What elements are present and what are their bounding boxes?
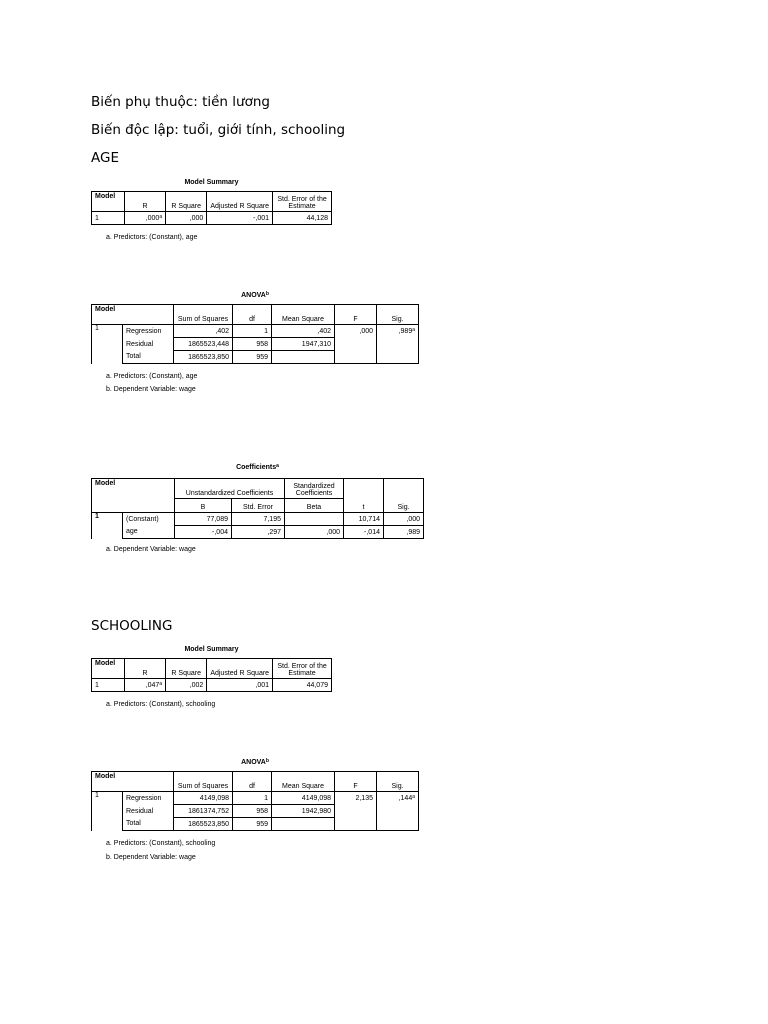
cell-sum-of-squares: ,402 [174,325,233,338]
age-model-summary-table [91,191,332,225]
cell-r-square: ,000 [166,212,207,225]
cell-b: -,004 [175,526,232,539]
header-sum-of-squares: Sum of Squares [174,305,233,325]
cell-r: ,047$^a$ [125,679,166,692]
schooling-model-summary-caption: Model Summary [184,646,239,653]
schooling-model-summary-footnote: a. Predictors: (Constant), schooling [106,701,216,708]
schooling-anova-caption: ANOVA$^b$ [241,758,269,766]
cell-model: 1 [92,325,123,364]
header-r-square: R Square [166,659,207,679]
cell-mean-square-empty [272,351,335,364]
header-df: df [233,772,272,792]
cell-model: 1 [92,792,123,831]
cell-t: 10,714 [344,513,384,526]
cell-label: Regression [123,325,174,338]
header-r: R [125,659,166,679]
cell-df: 958 [233,805,272,818]
age-coefficients-caption: Coefficients$^a$ [236,463,279,471]
header-r: R [125,192,166,212]
header-sum-of-squares: Sum of Squares [174,772,233,792]
cell-df: 1 [233,325,272,338]
cell-adjusted-r-square: ,001 [207,679,273,692]
cell-df: 1 [233,792,272,805]
cell-model: 1 [92,212,125,225]
cell-mean-square: 1942,980 [272,805,335,818]
table-row [92,792,419,805]
age-model-summary-footnote: a. Predictors: (Constant), age [106,234,198,241]
cell-label: Total [123,818,174,831]
table-row [92,212,332,225]
table-row [92,526,424,539]
header-sig: Sig. [377,772,419,792]
cell-sig: ,989$^a$ [377,325,419,338]
header-beta: Beta [285,499,344,513]
cell-beta [285,513,344,526]
header-mean-square: Mean Square [272,305,335,325]
cell-std-error: 7,195 [232,513,285,526]
age-coefficients-table [91,478,424,539]
schooling-section-heading: SCHOOLING [91,618,173,634]
dependent-variable-heading: Biến phụ thuộc: tiền lương [91,94,270,110]
cell-r: ,000$^a$ [125,212,166,225]
schooling-model-summary-table [91,658,332,692]
cell-f-empty [335,805,377,831]
cell-std-error: ,297 [232,526,285,539]
header-r-square: R Square [166,192,207,212]
header-model: Model [92,479,175,513]
cell-label: Total [123,351,174,364]
table-row [92,325,419,338]
cell-t: -,014 [344,526,384,539]
header-model: Model [92,192,125,212]
age-anova-footnote-a: a. Predictors: (Constant), age [106,373,198,380]
cell-f: ,000 [335,325,377,338]
schooling-anova-footnote-a: a. Predictors: (Constant), schooling [106,840,216,847]
cell-sig: ,989 [384,526,424,539]
cell-label: Residual [123,805,174,818]
cell-model: 1 [92,679,125,692]
cell-label: Residual [123,338,174,351]
table-row [92,805,419,818]
table-row [92,513,424,526]
cell-label: (Constant) [123,513,175,526]
header-sig: Sig. [384,479,424,513]
age-section-heading: AGE [91,150,119,166]
header-t: t [344,479,384,513]
age-anova-table [91,304,419,364]
cell-f-empty [335,338,377,364]
cell-label: age [123,526,175,539]
schooling-anova-table [91,771,419,831]
header-model: Model [92,772,174,792]
cell-df: 959 [233,818,272,831]
cell-label: Regression [123,792,174,805]
cell-std-error: 44,128 [273,212,332,225]
header-adjusted-r-square: Adjusted R Square [207,192,273,212]
age-model-summary-caption: Model Summary [184,179,239,186]
cell-sum-of-squares: 1865523,448 [174,338,233,351]
cell-df: 959 [233,351,272,364]
cell-sum-of-squares: 1865523,850 [174,351,233,364]
independent-variables-heading: Biến độc lập: tuổi, giới tính, schooling [91,122,346,138]
cell-f: 2,135 [335,792,377,805]
age-coefficients-footnote: a. Dependent Variable: wage [106,546,196,553]
cell-b: 77,089 [175,513,232,526]
cell-sum-of-squares: 1865523,850 [174,818,233,831]
header-b: B [175,499,232,513]
header-f: F [335,305,377,325]
header-unstandardized-coefficients: Unstandardized Coefficients [175,479,285,499]
header-std-error-estimate: Std. Error of the Estimate [273,659,332,679]
header-model: Model [92,305,174,325]
age-anova-caption: ANOVA$^b$ [241,291,269,299]
cell-r-square: ,002 [166,679,207,692]
header-mean-square: Mean Square [272,772,335,792]
cell-sum-of-squares: 4149,098 [174,792,233,805]
cell-adjusted-r-square: -,001 [207,212,273,225]
cell-df: 958 [233,338,272,351]
cell-sig: ,144$^a$ [377,792,419,805]
cell-mean-square-empty [272,818,335,831]
cell-beta: ,000 [285,526,344,539]
cell-sig: ,000 [384,513,424,526]
header-standardized-coefficients: Standardized Coefficients [285,479,344,499]
cell-std-error: 44,079 [273,679,332,692]
cell-mean-square: ,402 [272,325,335,338]
cell-sig-empty [377,338,419,364]
cell-mean-square: 4149,098 [272,792,335,805]
table-row [92,338,419,351]
cell-sig-empty [377,805,419,831]
table-row [92,679,332,692]
cell-mean-square: 1947,310 [272,338,335,351]
cell-model: 1 [92,513,123,539]
schooling-anova-footnote-b: b. Dependent Variable: wage [106,854,196,861]
header-df: df [233,305,272,325]
header-std-error: Std. Error [232,499,285,513]
header-std-error-estimate: Std. Error of the Estimate [273,192,332,212]
header-adjusted-r-square: Adjusted R Square [207,659,273,679]
age-anova-footnote-b: b. Dependent Variable: wage [106,386,196,393]
header-model: Model [92,659,125,679]
cell-sum-of-squares: 1861374,752 [174,805,233,818]
header-f: F [335,772,377,792]
header-sig: Sig. [377,305,419,325]
